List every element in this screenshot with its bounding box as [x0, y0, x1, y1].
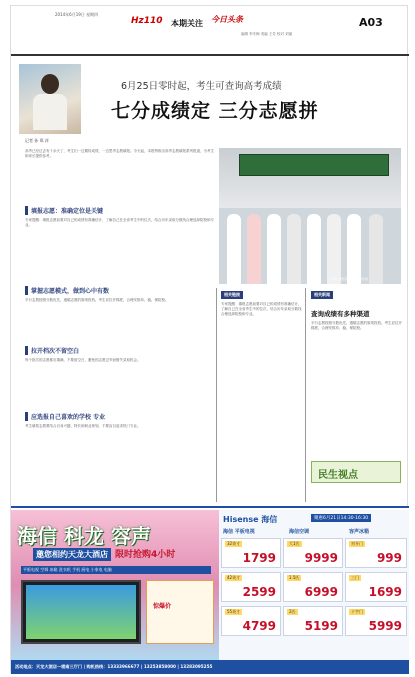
price-label: 55英寸 [227, 609, 241, 614]
student-figure [287, 214, 301, 284]
price-label: 1.5匹 [289, 575, 300, 580]
ad-categories: 平板电视 空调 冰箱 洗衣机 手机 厨电 小家电 电脑 [21, 566, 211, 574]
ad-hours: 限时抢购4小时 [115, 550, 176, 560]
photo-caption: 大学生志愿者为考生提供咨询 [329, 277, 369, 281]
article-byline: 记者 孙 郑 祥 [25, 138, 49, 143]
portrait-body [33, 94, 67, 130]
tv-icon [21, 580, 141, 644]
student-figure [327, 214, 341, 284]
section-body: 平行志愿按照分数优先、遵循志愿的原则投档。考生应拉开梯度，合理安排冲、稳、保院校。 [25, 298, 169, 302]
page-number: A03 [359, 16, 383, 29]
student-figure [347, 214, 361, 284]
student-figure [369, 214, 383, 284]
price-value: 9999 [304, 551, 338, 565]
student-figure [267, 214, 281, 284]
box-body: 平行志愿按照分数优先、遵循志愿的原则投档。考生应拉开梯度，合理安排冲、稳、保院校。 [311, 321, 402, 330]
product-category: 海信空调 [289, 529, 310, 535]
price-value: 4799 [242, 619, 276, 633]
price-value: 1799 [242, 551, 276, 565]
section-heading: 掌握志愿模式，做到心中有数 [25, 286, 109, 295]
headline-photo [19, 64, 81, 134]
promo-plate [146, 580, 214, 644]
price-value: 5199 [304, 619, 338, 633]
column-stamp [311, 461, 401, 483]
article-lead: 高考已经过去有十余天了，考生们一边期待成绩，一边思考志愿填报。今天起，本报特推出高考志愿填报系列报道，为考生和家长提供参考。 [25, 149, 214, 158]
advertisement [11, 506, 409, 674]
student-figure [247, 214, 261, 284]
ad-brand: 海信 科龙 容声 [17, 524, 151, 548]
article-subtitle: 6月25日零时起，考生可查询高考成绩 [121, 81, 282, 92]
box-body: 专家提醒：填报志愿前要对自己的成绩有准确估计，了解自己在全省考生中的位次，结合历年录取分数线合理选择院校和专业。 [221, 302, 302, 316]
tv-screen [26, 585, 136, 639]
brand-mark: Hz110 [131, 16, 163, 26]
price-label: 42英寸 [227, 575, 241, 580]
box-heading: 相关新闻 [311, 291, 333, 299]
column-rule [305, 288, 306, 502]
students-photo [219, 148, 401, 284]
section-body: 考生填报志愿要结合自身兴趣、特长和职业规划，不要盲目追求热门专业。 [25, 424, 141, 428]
ad-tagline: 邀您相约天龙大酒店 [33, 548, 111, 561]
masthead [11, 6, 409, 56]
price-box [221, 538, 281, 568]
price-box [345, 606, 407, 636]
issue-date: 2014年6月19日 星期四 [55, 12, 99, 17]
product-category: 容声冰箱 [349, 529, 370, 535]
article-headline: 七分成绩定 三分志愿拼 [111, 100, 319, 122]
section-label: 本期关注 [171, 19, 203, 28]
ad-right-panel [219, 510, 409, 660]
section-body: 每个批次的志愿都应填满，不要留空白，避免因志愿过窄而错失录取机会。 [25, 358, 141, 362]
price-box [345, 572, 407, 602]
price-label: 三门 [351, 575, 359, 580]
price-label: 十字门 [351, 609, 363, 614]
section-heading: 拉开档次不留空白 [25, 346, 79, 355]
promo-plate-text: 惊爆价 [153, 603, 172, 610]
newspaper-page [10, 5, 408, 673]
price-value: 999 [376, 551, 402, 565]
price-label: 大1匹 [289, 541, 300, 546]
price-label: 对开门 [351, 541, 363, 546]
price-value: 1699 [368, 585, 402, 599]
green-banner [239, 154, 389, 176]
ad-footer: 活动地点：天龙大酒店一楼南三厅门 | 购机热线：13333966677 | 13253858000 | 13283095255 [11, 660, 409, 674]
price-value: 2599 [242, 585, 276, 599]
price-box [283, 572, 343, 602]
section-body: 专家提醒：填报志愿前要对自己的成绩有准确估计，了解自己在全省考生中的位次，结合历年录取分数线合理选择院校和专业。 [25, 218, 214, 227]
newspaper-logo: 今日头条 [211, 15, 243, 24]
product-category: 海信 平板电视 [223, 529, 255, 535]
price-value: 5999 [368, 619, 402, 633]
editor-credits: 编辑 李冬梅 美编 王芳 校对 刘丽 [241, 32, 293, 36]
portrait-head [41, 74, 59, 94]
price-box [345, 538, 407, 568]
price-box [221, 572, 281, 602]
ad-left-panel [11, 510, 219, 660]
column-rule [216, 288, 217, 502]
ad-date-range: 聚惠6月21日14:30-16:30 [311, 514, 371, 522]
student-figure [227, 214, 241, 284]
price-value: 6999 [304, 585, 338, 599]
price-label: 2匹 [289, 609, 296, 614]
price-label: 32英寸 [227, 541, 241, 546]
price-box [221, 606, 281, 636]
stamp-text: 民生视点 [318, 470, 358, 481]
section-heading: 应选报自己喜欢的学校 专业 [25, 412, 105, 421]
price-box [283, 606, 343, 636]
section-heading: 填报志愿：准确定位是关键 [25, 206, 103, 215]
box-heading: 相关链接 [221, 291, 243, 299]
hisense-logo: Hisense 海信 [223, 515, 278, 524]
price-box [283, 538, 343, 568]
box-title: 查询成绩有多种渠道 [311, 310, 370, 318]
student-figure [307, 214, 321, 284]
